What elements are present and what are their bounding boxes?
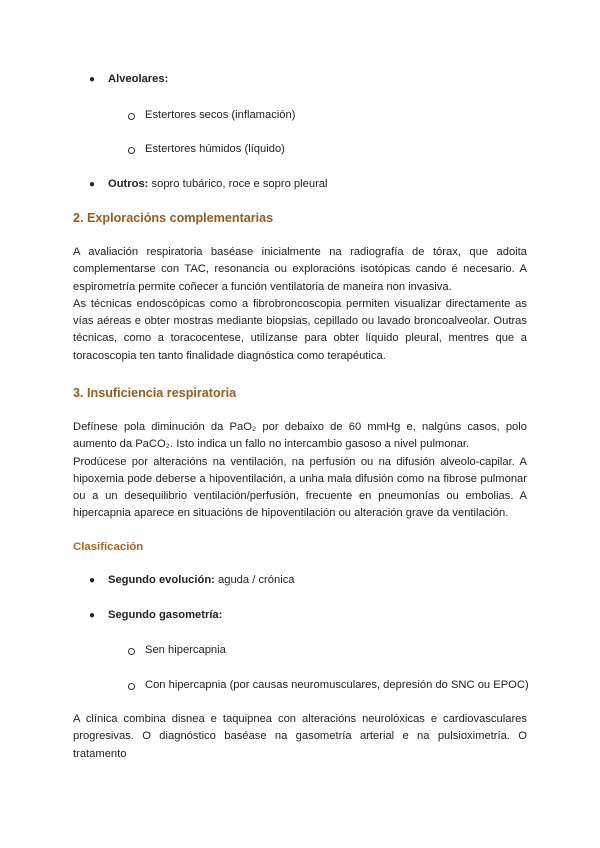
sub-bullet-circle [128, 113, 135, 120]
section-3-para-1: Defínese pola diminución da PaO₂ por debaixo de 60 mmHg e, nalgúns casos, polo aumento da PaCO₂. Isto indica un fallo no intercambio gasoso a nivel pulmonar. [73, 421, 527, 451]
sub-bullet-circle [128, 683, 135, 690]
evolucion-text: aguda / crónica [214, 574, 295, 586]
section-3-heading: 3. Insuficiencia respiratoria [73, 386, 237, 400]
gasometria-label: Segundo gasometría: [108, 609, 223, 621]
section-3-para-2: Prodúcese por alteracións na ventilación, na perfusión ou na difusión alveolo-capilar. A hipoxemia pode deberse a hipoventilación, a unha mala difusión como na fibrose pulmonar ou a un desequilibrio ventilación/perfusión, frecuente en pneumonías ou embolias. A hipercapnia aparece en situacións de hipoventilación ou alteración grave da ventilación. [73, 455, 527, 520]
section-2-para-1: A avaliación respiratoria baséase inicialmente na radiografía de tórax, que adoita complementarse con TAC, resonancia ou exploracións isotópicas cando é necesario. A espirometría permite coñecer a función ventilatoria de maneira non invasiva. [73, 246, 527, 293]
section-2-para-2: As técnicas endoscópicas como a fibrobroncoscopia permiten visualizar directamente as vías aéreas e obter mostras mediante biopsias, cepillado ou lavado broncoalveolar. Outras técnicas, como a toracocentese, utilízanse para obter líquido pleural, mentres que a toracoscopia ten tanto finalidade diagnóstica como terapéutica. [73, 297, 527, 362]
section-2-heading: 2. Exploracións complementarias [73, 211, 274, 225]
clasificacion-heading: Clasificación [73, 541, 144, 553]
bullet-dot: ● [89, 179, 96, 190]
section-2-body [73, 244, 527, 365]
alveolares-sub-1: Estertores secos (inflamación) [145, 109, 296, 121]
evolucion-label: Segundo evolución: [108, 574, 215, 586]
sub-bullet-circle [128, 147, 135, 154]
alveolares-sub-2: Estertores húmidos (líquido) [145, 143, 285, 155]
gasometria-sub-1: Sen hipercapnia [145, 644, 226, 656]
section-3-body [73, 419, 527, 523]
alveolares-label: Alveolares: [108, 73, 169, 85]
closing-body [73, 711, 527, 763]
gasometria-sub-2: Con hipercapnia (por causas neuromusculares, depresión do SNC ou EPOC) [145, 679, 529, 691]
closing-para: A clínica combina disnea e taquipnea con alteracións neurolóxicas e cardiovasculares progresivas. O diagnóstico baséase na gasometría arterial e na pulsioximetría. O tratamento [73, 713, 527, 760]
outros-text: sopro tubárico, roce e sopro pleural [148, 178, 328, 190]
outros-item [108, 176, 328, 193]
sub-bullet-circle [128, 648, 135, 655]
bullet-dot: ● [89, 575, 96, 586]
outros-label: Outros: [108, 178, 149, 190]
bullet-dot: ● [89, 610, 96, 621]
evolucion-item [108, 572, 295, 589]
bullet-dot: ● [89, 74, 96, 85]
